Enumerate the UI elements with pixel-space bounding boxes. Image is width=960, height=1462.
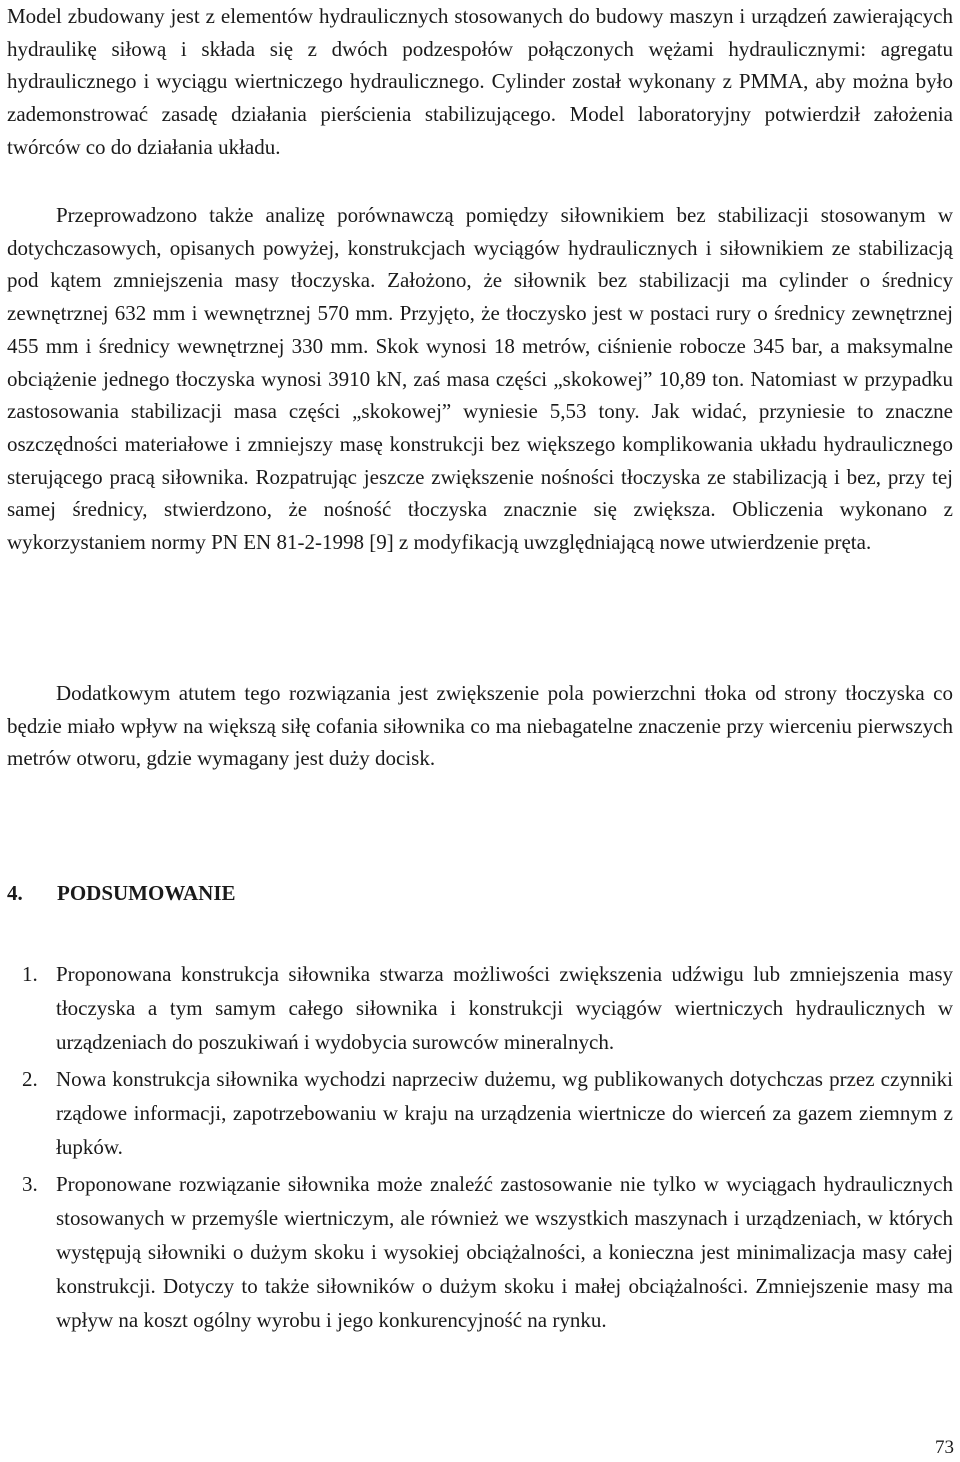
list-item [0,1167,953,1337]
list-item-number: 2. [22,1067,38,1091]
section-heading [7,877,236,909]
section-number: 4. [7,881,23,905]
conclusions-list [0,957,953,1340]
list-item [0,957,953,1059]
body-paragraph-advantage: Dodatkowym atutem tego rozwiązania jest zwiększenie pola powierzchni tłoka od strony tłoczyska co będzie miało wpływ na większą siłę cofania siłownika co ma niebagatelne znaczenie przy wierceniu pierwszych metrów otworu, gdzie wymagany jest duży docisk. [7,681,953,771]
list-item-number: 3. [22,1172,38,1196]
page-number: 73 [935,1437,954,1458]
list-item-text: Proponowane rozwiązanie siłownika może znaleźć zastosowanie nie tylko w wyciągach hydraulicznych stosowanych w przemyśle wiertniczym, ale również we wszystkich maszynach i urządzeniach, w których występują siłowniki o dużym skoku i wysokiej obciążalności, a konieczna jest minimalizacja masy całej konstrukcji. Dotyczy to także siłowników o dużym skoku i małej obciążalności. Zmniejszenie masy ma wpływ na koszt ogólny wyrobu i jego konkurencyjność na rynku. [56,1172,953,1332]
section-title: PODSUMOWANIE [57,881,236,905]
body-paragraph-analysis: Przeprowadzono także analizę porównawczą pomiędzy siłownikiem bez stabilizacji stosowanym w dotychczasowych, opisanych powyżej, konstrukcjach wyciągów hydraulicznych i siłownikiem ze stabilizacją pod kątem zmniejszenia masy tłoczyska. Założono, że siłownik bez stabilizacji ma cylinder o średnicy zewnętrznej 632 mm i wewnętrznej 570 mm. Przyjęto, że tłoczysko jest w postaci rury o średnicy zewnętrznej 455 mm i średnicy wewnętrznej 330 mm. Skok wynosi 18 metrów, ciśnienie robocze 345 bar, a maksymalne obciążenie jednego tłoczyska wynosi 3910 kN, zaś masa części „skokowej” 10,89 ton. Natomiast w przypadku zastosowania stabilizacji masa części „skokowej” wyniesie 5,53 tony. Jak widać, przyniesie to znaczne oszczędności materiałowe i zmniejszy masę konstrukcji bez większego komplikowania układu hydraulicznego sterującego pracą siłownika. Rozpatrując jeszcze zwiększenie nośności tłoczyska ze stabilizacją i bez, przy tej samej średnicy, stwierdzono, że nośność tłoczyska znacznie się zwiększa. Obliczenia wykonano z wykorzystaniem normy PN EN 81-2-1998 [9] z modyfikacją uwzględniającą nowe utwierdzenie pręta. [7,203,953,555]
body-paragraph-model: Model zbudowany jest z elementów hydraulicznych stosowanych do budowy maszyn i urządzeń zawierających hydraulikę siłową i składa się z dwóch podzespołów połączonych wężami hydraulicznymi: agregatu hydraulicznego i wyciągu wiertniczego hydraulicznego. Cylinder został wykonany z PMMA, aby można było zademonstrować zasadę działania pierścienia stabilizującego. Model laboratoryjny potwierdził założenia twórców co do działania układu. [7,4,953,159]
list-item-text: Proponowana konstrukcja siłownika stwarza możliwości zwiększenia udźwigu lub zmniejszenia masy tłoczyska a tym samym całego siłownika i konstrukcji wyciągów wiertniczych hydraulicznych w urządzeniach do poszukiwań i wydobycia surowców mineralnych. [56,962,953,1054]
list-item-text: Nowa konstrukcja siłownika wychodzi naprzeciw dużemu, wg publikowanych dotychczas przez czynniki rządowe informacji, zapotrzebowaniu w kraju na urządzenia wiertnicze do wierceń za gazem ziemnym z łupków. [56,1067,953,1159]
list-item [0,1062,953,1164]
list-item-number: 1. [22,962,38,986]
